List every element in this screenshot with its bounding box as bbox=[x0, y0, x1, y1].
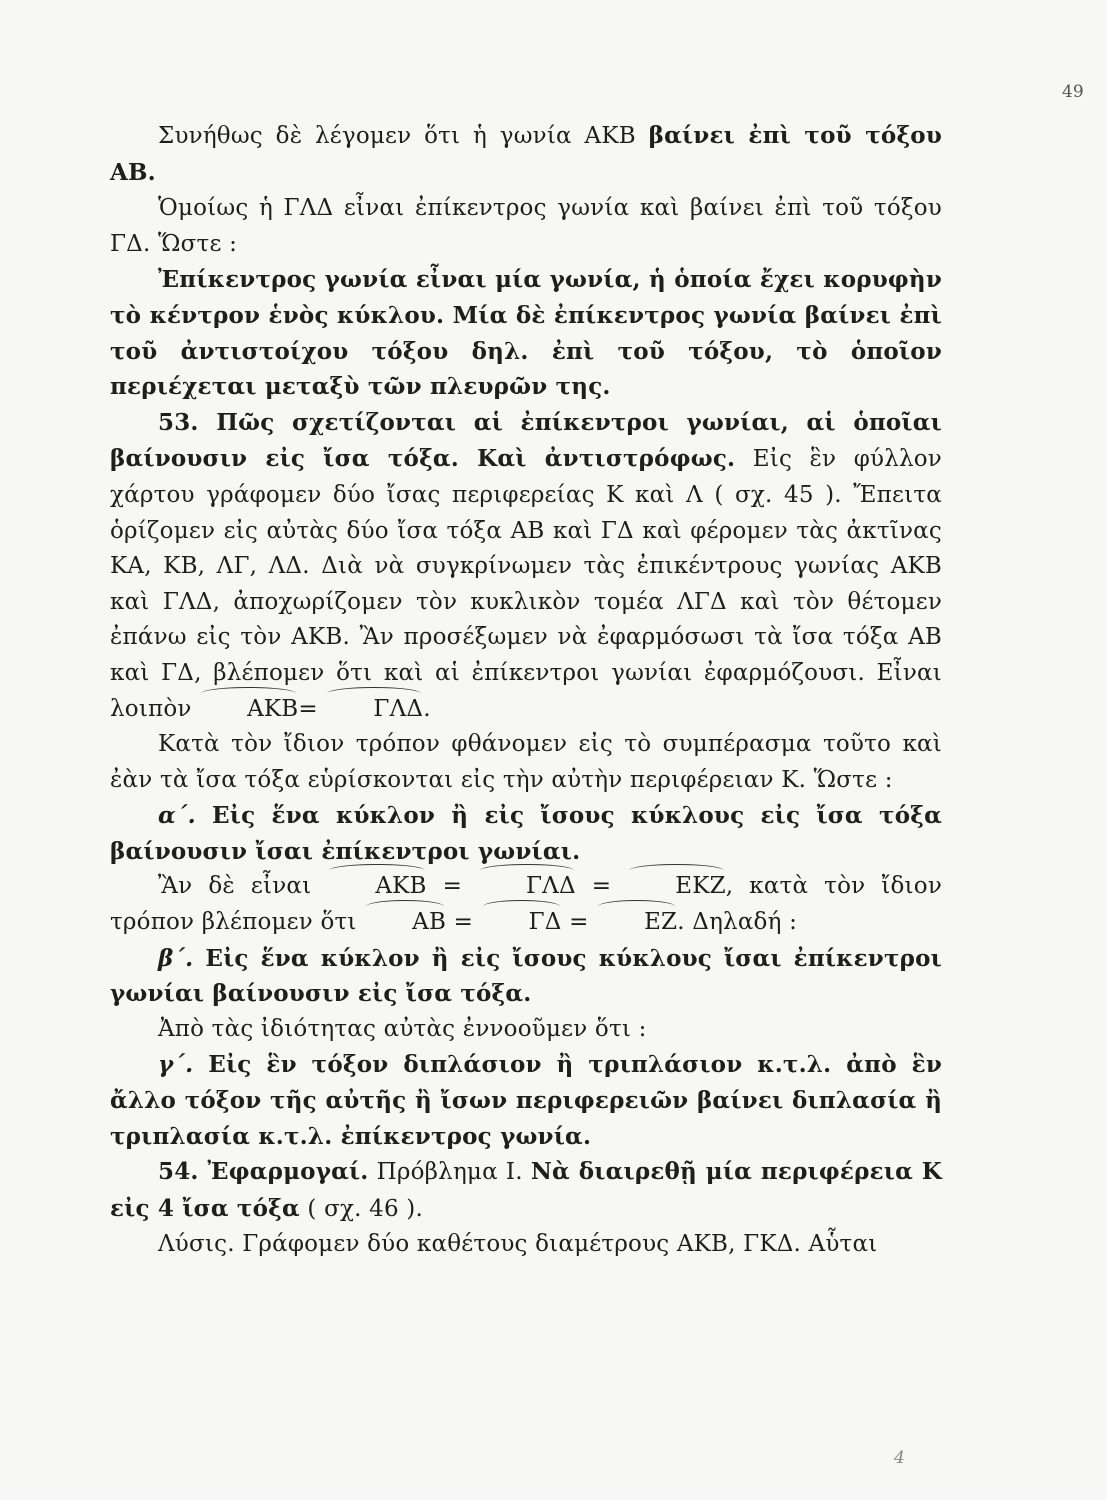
section-54-heading: 54. Ἐφαρμογαί. bbox=[158, 1158, 369, 1186]
page-content bbox=[110, 118, 942, 1263]
solution-line: Λύσις. Γράφομεν δύο καθέτους διαμέτρους ΑΚΒ, ΓΚΔ. Αὗται bbox=[158, 1231, 878, 1258]
page-number: 49 bbox=[1062, 82, 1084, 102]
rule-alpha: α΄. Εἰς ἕνα κύκλον ἢ εἰς ἴσους κύκλους εἰς ἴσα τόξα βαίνουσιν ἴσαι ἐπίκεντροι γωνίαι. bbox=[110, 802, 942, 865]
angle-akb: ΑΚΒ bbox=[199, 692, 298, 728]
section-53-para3: Ἂν δὲ εἶναι ΑΚΒ = ΓΛΔ = ΕΚΖ, κατὰ τὸν ἴδιον τρόπον βλέπομεν ὅτι ΑΒ = ΓΔ = ΕΖ. Δηλαδή : bbox=[110, 869, 942, 940]
section-53-paragraph: 53. Πῶς σχετίζονται αἱ ἐπίκεντροι γωνίαι, αἱ ὁποῖαι βαίνουσιν εἰς ἴσα τόξα. Καὶ ἀντιστρόφως. Εἰς ἓν φύλλον χάρτου γράφομεν δύο ἴσας περιφερείας Κ καὶ Λ ( σχ. 45 ). Ἔπειτα ὁρίζομεν εἰς αὐτὰς δύο ἴσα τόξα ΑΒ καὶ ΓΔ καὶ φέρομεν τὰς ἀκτῖνας ΚΑ, ΚΒ, ΛΓ, ΛΔ. Διὰ νὰ συγκρίνωμεν τὰς ἐπικέντρους γωνίας ΑΚΒ καὶ ΓΛΔ, ἀποχωρίζομεν τὸν κυκλικὸν τομέα ΛΓΔ καὶ τὸν θέτομεν ἐπάνω εἰς τὸν ΑΚΒ. Ἂν προσέξωμεν νὰ ἐφαρμόσωσι τὰ ἴσα τόξα ΑΒ καὶ ΓΔ, βλέπομεν ὅτι καὶ αἱ ἐπίκεντροι γωνίαι ἐφαρμόζουσι. Εἶναι λοιπὸν ΑΚΒ= ΓΛΔ. bbox=[110, 405, 942, 727]
intro-line1: Συνήθως δὲ λέγομεν ὅτι ἡ γωνία ΑΚΒ βαίνει ἐπὶ τοῦ τόξου ΑΒ. bbox=[110, 122, 942, 186]
intro-line2: Ὁμοίως ἡ ΓΛΔ εἶναι ἐπίκεντρος γωνία καὶ βαίνει ἐπὶ τοῦ τόξου ΓΔ. Ὥστε : bbox=[110, 195, 942, 257]
section-53-heading: 53. Πῶς σχετίζονται αἱ ἐπίκεντροι γωνίαι, αἱ ὁποῖαι βαίνουσιν εἰς ἴσα τόξα. Καὶ ἀντιστρόφως. bbox=[110, 408, 942, 473]
footer-mark: 4 bbox=[894, 1448, 905, 1468]
section-54-paragraph: 54. Ἐφαρμογαί. Πρόβλημα Ι. Νὰ διαιρεθῇ μία περιφέρεια Κ εἰς 4 ἴσα τόξα ( σχ. 46 ). bbox=[110, 1158, 942, 1222]
angle-gld: ΓΛΔ bbox=[325, 692, 423, 728]
rule-gamma: γ΄. Εἰς ἓν τόξον διπλάσιον ἢ τριπλάσιον κ.τ.λ. ἀπὸ ἓν ἄλλο τόξον τῆς αὐτῆς ἢ ἴσων περιφερειῶν βαίνει διπλασία ἢ τριπλασία κ.τ.λ. ἐπίκεντρος γωνία. bbox=[110, 1051, 942, 1150]
rule-beta: β΄. Εἰς ἕνα κύκλον ἢ εἰς ἴσους κύκλους ἴσαι ἐπίκεντροι γωνίαι βαίνουσιν εἰς ἴσα τόξα. bbox=[110, 944, 942, 1008]
section-53-para2: Κατὰ τὸν ἴδιον τρόπον φθάνομεν εἰς τὸ συμπέρασμα τοῦτο καὶ ἐὰν τὰ ἴσα τόξα εὑρίσκονται εἰς τὴν αὐτὴν περιφέρειαν Κ. Ὥστε : bbox=[110, 731, 942, 793]
definition-paragraph: Ἐπίκεντρος γωνία εἶναι μία γωνία, ἡ ὁποία ἔχει κορυφὴν τὸ κέντρον ἑνὸς κύκλου. Μία δὲ ἐπίκεντρος γωνία βαίνει ἐπὶ τοῦ ἀντιστοίχου τόξου δηλ. ἐπὶ τοῦ τόξου, τὸ ὁποῖον περιέχεται μεταξὺ τῶν πλευρῶν της. bbox=[110, 266, 942, 401]
section-53-para4: Ἀπὸ τὰς ἰδιότητας αὐτὰς ἐννοοῦμεν ὅτι : bbox=[158, 1015, 647, 1042]
